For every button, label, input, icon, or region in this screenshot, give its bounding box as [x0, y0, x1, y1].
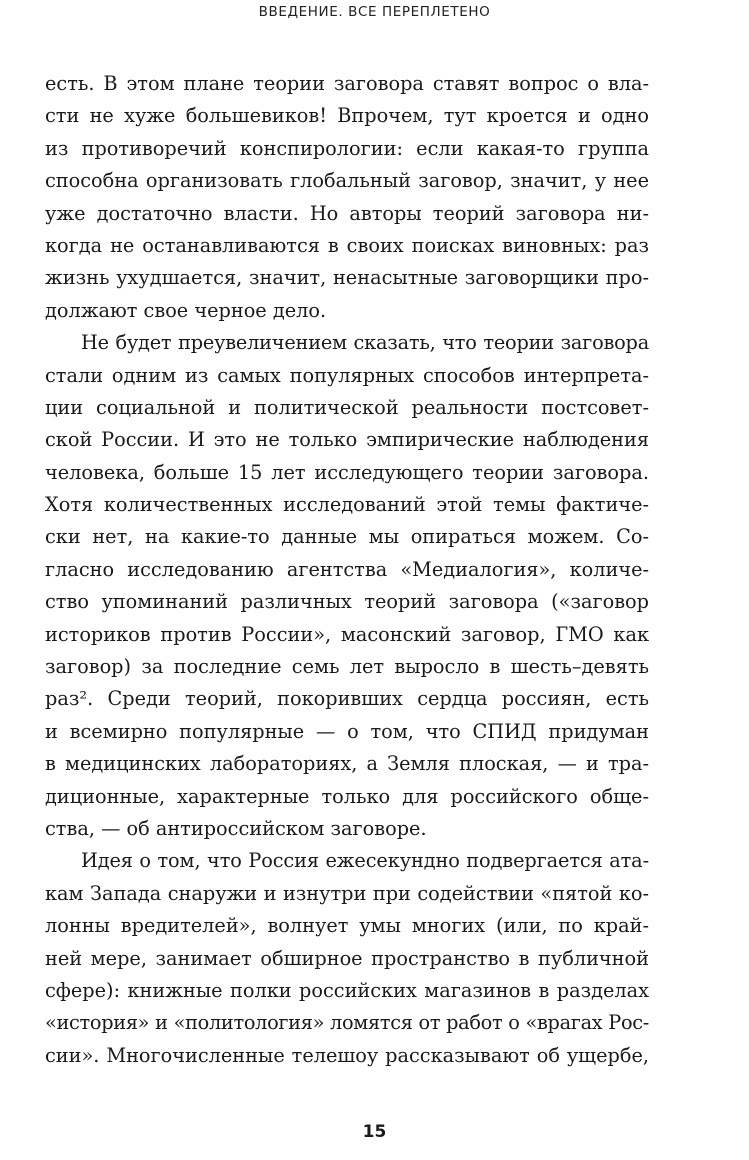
text-line: лонны вредителей», волнует умы многих (или, по край- — [45, 914, 649, 938]
text-line: «история» и «политология» ломятся от работ о «врагах Рос- — [45, 1011, 649, 1035]
text-line: уже достаточно власти. Но авторы теорий заговора ни- — [45, 201, 649, 225]
text-line: кам Запада снаружи и изнутри при содействии «пятой ко- — [45, 881, 649, 905]
page-number: 15 — [362, 1122, 387, 1142]
text-line: способна организовать глобальный заговор, значит, у нее — [45, 169, 649, 193]
text-line: сти не хуже большевиков! Впрочем, тут кроется и одно — [45, 104, 649, 128]
text-line: Идея о том, что Россия ежесекундно подвергается ата- — [81, 849, 649, 873]
text-line: ски нет, на какие-то данные мы опираться можем. Со- — [45, 525, 649, 549]
running-header: ВВЕДЕНИЕ. ВСЕ ПЕРЕПЛЕТЕНО — [258, 4, 491, 20]
text-line: заговор) за последние семь лет выросло в шесть–девять — [45, 655, 649, 679]
text-line: сфере): книжные полки российских магазинов в разделах — [45, 978, 649, 1002]
text-line: ции социальной и политической реальности постсовет- — [45, 395, 649, 419]
text-line: и всемирно популярные — о том, что СПИД придуман — [45, 719, 649, 743]
text-line: должают свое черное дело. — [45, 298, 327, 322]
text-line: есть. В этом плане теории заговора ставят вопрос о вла- — [45, 72, 649, 95]
text-line: Не будет преувеличением сказать, что теории заговора — [81, 331, 649, 355]
paragraph-1 — [45, 68, 649, 327]
text-line: ство упоминаний различных теорий заговора («заговор — [45, 590, 649, 614]
text-line: ства, — об антироссийском заговоре. — [45, 816, 427, 840]
text-line: историков против России», масонский заговор, ГМО как — [45, 622, 649, 646]
paragraph-3 — [45, 845, 649, 1072]
text-line: Хотя количественных исследований этой темы фактиче- — [45, 493, 649, 517]
paragraph-2 — [45, 327, 649, 845]
text-line: человека, больше 15 лет исследующего теории заговора. — [45, 460, 649, 484]
text-line: когда не останавливаются в своих поисках виновных: раз — [45, 233, 649, 257]
body-text — [45, 68, 649, 1072]
text-line: жизнь ухудшается, значит, ненасытные заговорщики про- — [45, 266, 649, 290]
text-line: диционные, характерные только для российского обще- — [45, 784, 649, 808]
text-line: гласно исследованию агентства «Медиалогия», количе- — [45, 557, 649, 581]
text-line: из противоречий конспирологии: если какая-то группа — [45, 136, 649, 160]
text-line: ней мере, занимает обширное пространство в публичной — [45, 946, 649, 970]
text-line: раз². Среди теорий, покоривших сердца россиян, есть — [45, 687, 649, 711]
text-line: стали одним из самых популярных способов интерпрета- — [45, 363, 649, 387]
text-line: сии». Многочисленные телешоу рассказывают об ущербе, — [45, 1043, 649, 1067]
text-line: ской России. И это не только эмпирические наблюдения — [45, 428, 649, 452]
text-line: в медицинских лабораториях, а Земля плоская, — и тра- — [45, 752, 649, 776]
